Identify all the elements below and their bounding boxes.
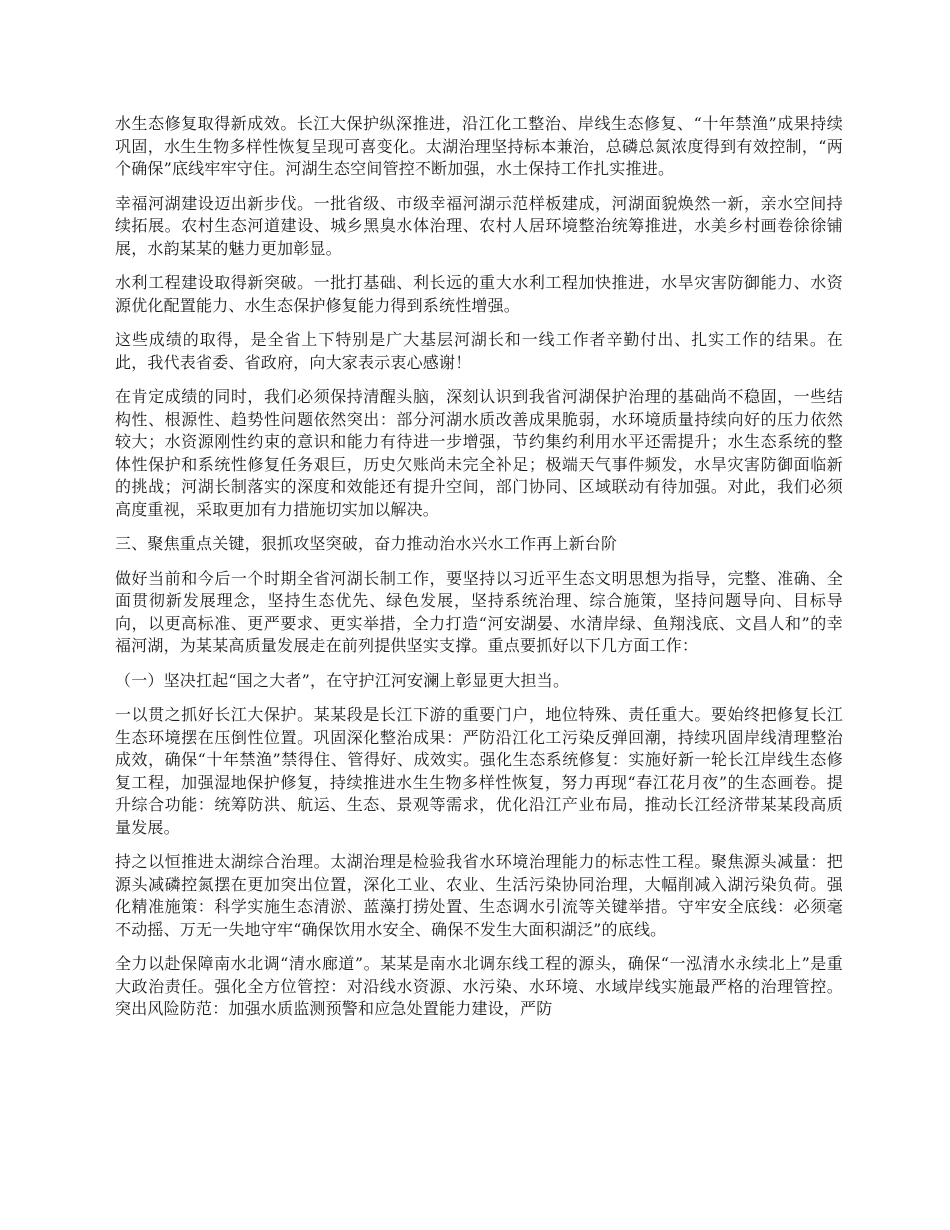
document-body — [115, 113, 843, 1033]
paragraph: 这些成绩的取得，是全省上下特别是广大基层河湖长和一线工作者辛勤付出、扎实工作的结果。在此，我代表省委、省政府，向大家表示衷心感谢！ — [115, 330, 843, 372]
paragraph: 做好当前和今后一个时期全省河湖长制工作，要坚持以习近平生态文明思想为指导，完整、准确、全面贯彻新发展理念，坚持生态优先、绿色发展，坚持系统治理、综合施策，坚持问题导向、目标导向，以更高标准、更严要求、更实举措，全力打造“河安湖晏、水清岸绿、鱼翔浅底、文昌人和”的幸福河湖，为某某高质量发展走在前列提供坚实支撑。重点要抓好以下几方面工作： — [115, 568, 843, 655]
paragraph: 一以贯之抓好长江大保护。某某段是长江下游的重要门户，地位特殊、责任重大。要始终把修复长江生态环境摆在压倒性位置。巩固深化整治成果：严防沿江化工污染反弹回潮，持续巩固岸线清理整治成效，确保“十年禁渔”禁得住、管得好、成效实。强化生态系统修复：实施好新一轮长江岸线生态修复工程，加强湿地保护修复，持续推进水生生物多样性恢复，努力再现“春江花月夜”的生态画卷。提升综合功能：统筹防洪、航运、生态、景观等需求，优化沿江产业布局，推动长江经济带某某段高质量发展。 — [115, 705, 843, 837]
paragraph: 在肯定成绩的同时，我们必须保持清醒头脑，深刻认识到我省河湖保护治理的基础尚不稳固，一些结构性、根源性、趋势性问题依然突出：部分河湖水质改善成果脆弱，水环境质量持续向好的压力依然较大；水资源刚性约束的意识和能力有待进一步增强，节约集约利用水平还需提升；水生态系统的整体性保护和系统性修复任务艰巨，历史欠账尚未完全补足；极端天气事件频发，水旱灾害防御面临新的挑战；河湖长制落实的深度和效能还有提升空间，部门协同、区域联动有待加强。对此，我们必须高度重视，采取更加有力措施切实加以解决。 — [115, 387, 843, 519]
paragraph: 持之以恒推进太湖综合治理。太湖治理是检验我省水环境治理能力的标志性工程。聚焦源头减量：把源头减磷控氮摆在更加突出位置，深化工业、农业、生活污染协同治理，大幅削减入湖污染负荷。强化精准施策：科学实施生态清淤、蓝藻打捞处置、生态调水引流等关键举措。守牢安全底线：必须毫不动摇、万无一失地守牢“确保饮用水安全、确保不发生大面积湖泛”的底线。 — [115, 852, 843, 939]
paragraph: 幸福河湖建设迈出新步伐。一批省级、市级幸福河湖示范样板建成，河湖面貌焕然一新，亲水空间持续拓展。农村生态河道建设、城乡黑臭水体治理、农村人居环境整治统筹推进，水美乡村画卷徐徐铺展，水韵某某的魅力更加彰显。 — [115, 193, 843, 258]
paragraph: 水利工程建设取得新突破。一批打基础、利长远的重大水利工程加快推进，水旱灾害防御能力、水资源优化配置能力、水生态保护修复能力得到系统性增强。 — [115, 273, 843, 315]
subsection-heading: （一）坚决扛起“国之大者”，在守护江河安澜上彰显更大担当。 — [115, 670, 570, 690]
section-heading: 三、聚焦重点关键，狠抓攻坚突破，奋力推动治水兴水工作再上新台阶 — [115, 534, 618, 553]
paragraph: 全力以赴保障南水北调“清水廊道”。某某是南水北调东线工程的源头，确保“一泓清水永续北上”是重大政治责任。强化全方位管控：对沿线水资源、水污染、水环境、水域岸线实施最严格的治理管控。突出风险防范：加强水质监测预警和应急处置能力建设，严防 — [115, 954, 843, 1018]
paragraph: 水生态修复取得新成效。长江大保护纵深推进，沿江化工整治、岸线生态修复、“十年禁渔”成果持续巩固，水生生物多样性恢复呈现可喜变化。太湖治理坚持标本兼治，总磷总氮浓度得到有效控制，“两个确保”底线牢牢守住。河湖生态空间管控不断加强，水土保持工作扎实推进。 — [115, 114, 843, 178]
